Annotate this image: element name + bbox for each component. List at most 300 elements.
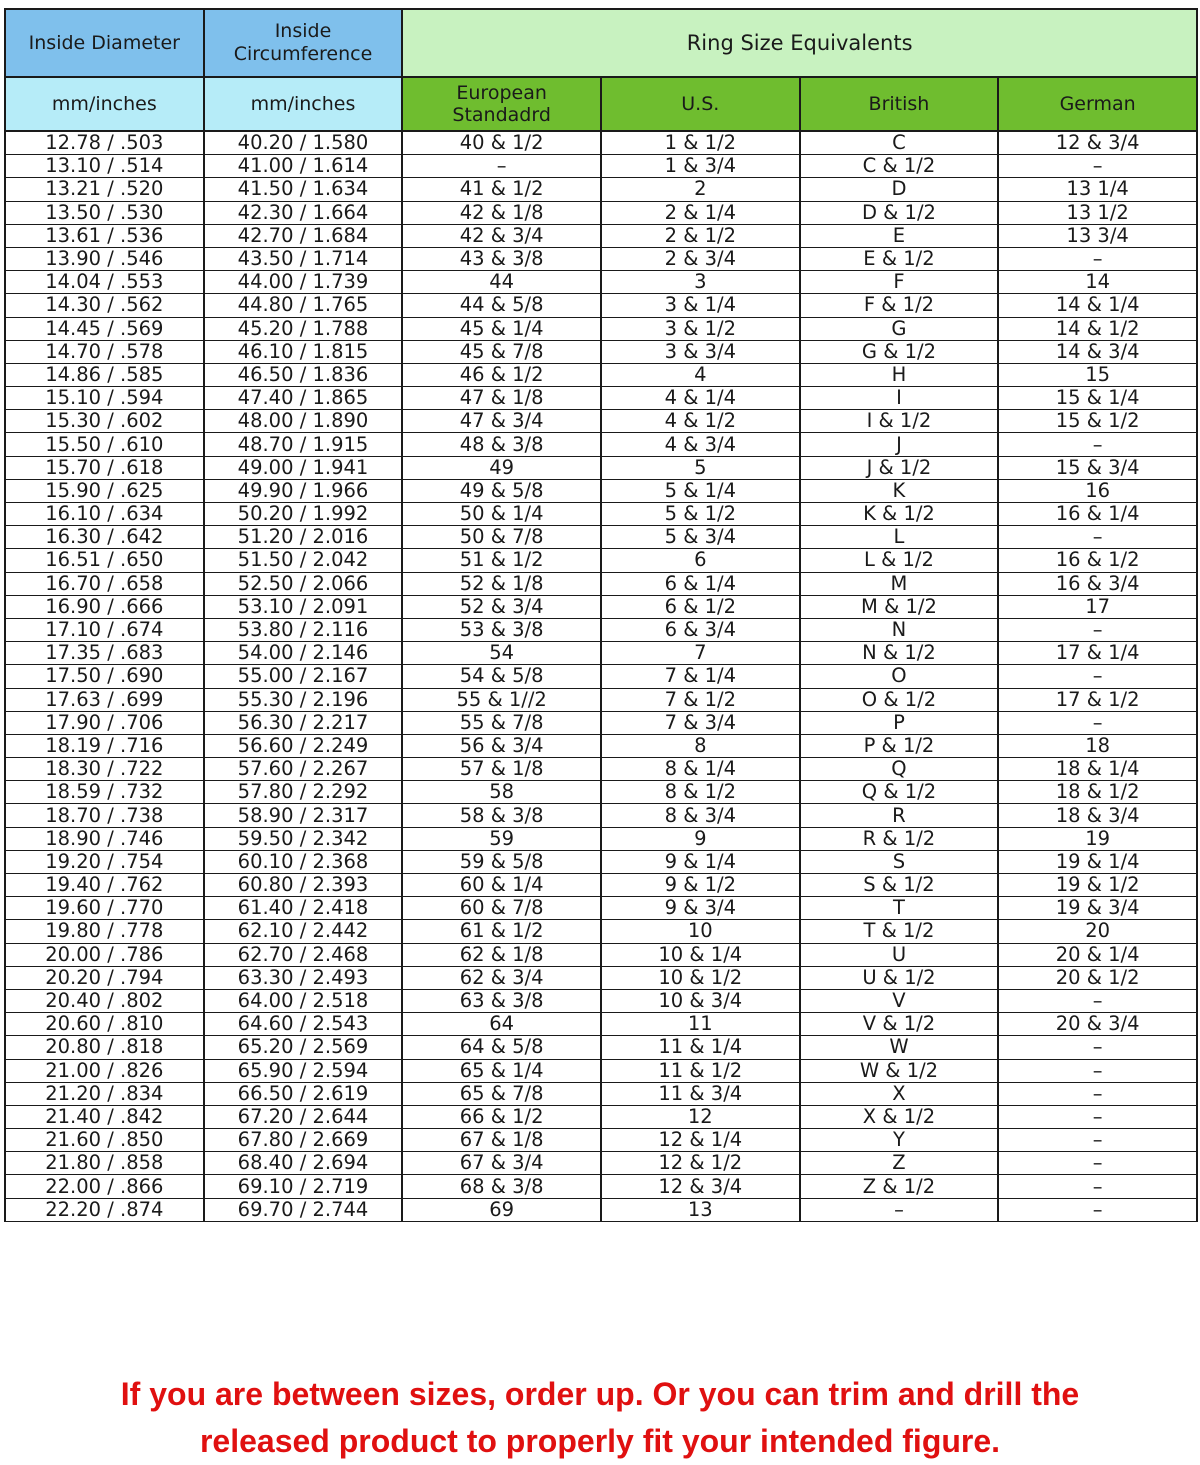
diameter-cell: 16.10 / .634 <box>5 503 204 526</box>
subheader-european <box>402 77 601 131</box>
sizing-note-line-2: released product to properly fit your intended figure. <box>199 1423 1001 1459</box>
table-row <box>5 433 1197 456</box>
british-size-cell: T & 1/2 <box>800 920 999 943</box>
circumference-cell: 52.50 / 2.066 <box>204 572 403 595</box>
german-size-cell: 19 & 1/4 <box>998 850 1197 873</box>
british-size-cell: G & 1/2 <box>800 340 999 363</box>
german-size-cell: 18 & 3/4 <box>998 804 1197 827</box>
subheader-us: U.S. <box>601 77 800 131</box>
european-size-cell: 42 & 3/4 <box>402 224 601 247</box>
table-row <box>5 920 1197 943</box>
german-size-cell: 20 <box>998 920 1197 943</box>
german-size-cell: – <box>998 155 1197 178</box>
circumference-cell: 55.00 / 2.167 <box>204 665 403 688</box>
british-size-cell: V <box>800 989 999 1012</box>
circumference-cell: 64.60 / 2.543 <box>204 1013 403 1036</box>
european-size-cell: 47 & 3/4 <box>402 410 601 433</box>
european-size-cell: 55 & 7/8 <box>402 711 601 734</box>
diameter-cell: 21.60 / .850 <box>5 1129 204 1152</box>
us-size-cell: 9 & 1/4 <box>601 850 800 873</box>
european-size-cell: 50 & 7/8 <box>402 526 601 549</box>
circumference-cell: 68.40 / 2.694 <box>204 1152 403 1175</box>
circumference-cell: 58.90 / 2.317 <box>204 804 403 827</box>
european-size-cell: 54 & 5/8 <box>402 665 601 688</box>
german-size-cell: 14 & 1/4 <box>998 294 1197 317</box>
circumference-cell: 57.60 / 2.267 <box>204 758 403 781</box>
table-row <box>5 1152 1197 1175</box>
german-size-cell: – <box>998 526 1197 549</box>
british-size-cell: O & 1/2 <box>800 688 999 711</box>
british-size-cell: E & 1/2 <box>800 247 999 270</box>
us-size-cell: 6 & 1/2 <box>601 595 800 618</box>
european-size-cell: 58 & 3/8 <box>402 804 601 827</box>
table-row <box>5 363 1197 386</box>
us-size-cell: 6 & 3/4 <box>601 618 800 641</box>
german-size-cell: 16 & 1/2 <box>998 549 1197 572</box>
header-inside-diameter: Inside Diameter <box>5 9 204 77</box>
table-row <box>5 734 1197 757</box>
german-size-cell: 13 3/4 <box>998 224 1197 247</box>
german-size-cell: 17 & 1/2 <box>998 688 1197 711</box>
british-size-cell: M & 1/2 <box>800 595 999 618</box>
german-size-cell: – <box>998 711 1197 734</box>
table-row <box>5 1082 1197 1105</box>
table-row <box>5 526 1197 549</box>
european-size-cell: 50 & 1/4 <box>402 503 601 526</box>
table-row <box>5 1105 1197 1128</box>
diameter-cell: 15.10 / .594 <box>5 387 204 410</box>
german-size-cell: 17 <box>998 595 1197 618</box>
subheader-diameter-units: mm/inches <box>5 77 204 131</box>
british-size-cell: L & 1/2 <box>800 549 999 572</box>
table-row <box>5 943 1197 966</box>
us-size-cell: 12 <box>601 1105 800 1128</box>
diameter-cell: 20.80 / .818 <box>5 1036 204 1059</box>
us-size-cell: 6 <box>601 549 800 572</box>
circumference-cell: 59.50 / 2.342 <box>204 827 403 850</box>
us-size-cell: 7 <box>601 642 800 665</box>
diameter-cell: 19.40 / .762 <box>5 874 204 897</box>
circumference-cell: 48.00 / 1.890 <box>204 410 403 433</box>
circumference-cell: 49.90 / 1.966 <box>204 479 403 502</box>
german-size-cell: 19 <box>998 827 1197 850</box>
us-size-cell: 9 <box>601 827 800 850</box>
european-size-cell: 55 & 1//2 <box>402 688 601 711</box>
circumference-cell: 44.00 / 1.739 <box>204 271 403 294</box>
us-size-cell: 3 & 1/2 <box>601 317 800 340</box>
british-size-cell: K & 1/2 <box>800 503 999 526</box>
header-inside-circumference-line2: Circumference <box>233 43 373 65</box>
us-size-cell: 2 & 3/4 <box>601 247 800 270</box>
us-size-cell: 4 & 3/4 <box>601 433 800 456</box>
european-size-cell: 54 <box>402 642 601 665</box>
european-size-cell: 62 & 1/8 <box>402 943 601 966</box>
us-size-cell: 4 <box>601 363 800 386</box>
german-size-cell: 16 & 3/4 <box>998 572 1197 595</box>
european-size-cell: 40 & 1/2 <box>402 131 601 155</box>
circumference-cell: 51.20 / 2.016 <box>204 526 403 549</box>
table-row <box>5 781 1197 804</box>
german-size-cell: – <box>998 618 1197 641</box>
british-size-cell: N & 1/2 <box>800 642 999 665</box>
european-size-cell: 65 & 7/8 <box>402 1082 601 1105</box>
british-size-cell: V & 1/2 <box>800 1013 999 1036</box>
us-size-cell: 12 & 3/4 <box>601 1175 800 1198</box>
table-row <box>5 804 1197 827</box>
british-size-cell: E <box>800 224 999 247</box>
table-row <box>5 155 1197 178</box>
diameter-cell: 12.78 / .503 <box>5 131 204 155</box>
european-size-cell: 64 & 5/8 <box>402 1036 601 1059</box>
us-size-cell: 5 <box>601 456 800 479</box>
european-size-cell: 62 & 3/4 <box>402 966 601 989</box>
british-size-cell: Q & 1/2 <box>800 781 999 804</box>
us-size-cell: 4 & 1/4 <box>601 387 800 410</box>
diameter-cell: 15.50 / .610 <box>5 433 204 456</box>
table-row <box>5 827 1197 850</box>
circumference-cell: 56.30 / 2.217 <box>204 711 403 734</box>
german-size-cell: 14 <box>998 271 1197 294</box>
circumference-cell: 42.70 / 1.684 <box>204 224 403 247</box>
german-size-cell: 15 & 1/2 <box>998 410 1197 433</box>
table-row <box>5 665 1197 688</box>
us-size-cell: 10 & 1/4 <box>601 943 800 966</box>
table-row <box>5 247 1197 270</box>
diameter-cell: 14.86 / .585 <box>5 363 204 386</box>
german-size-cell: 13 1/4 <box>998 178 1197 201</box>
diameter-cell: 18.70 / .738 <box>5 804 204 827</box>
diameter-cell: 17.35 / .683 <box>5 642 204 665</box>
circumference-cell: 61.40 / 2.418 <box>204 897 403 920</box>
german-size-cell: 20 & 3/4 <box>998 1013 1197 1036</box>
circumference-cell: 53.10 / 2.091 <box>204 595 403 618</box>
table-row <box>5 340 1197 363</box>
british-size-cell: Y <box>800 1129 999 1152</box>
german-size-cell: 16 & 1/4 <box>998 503 1197 526</box>
us-size-cell: 1 & 3/4 <box>601 155 800 178</box>
european-size-cell: 45 & 7/8 <box>402 340 601 363</box>
european-size-cell: 63 & 3/8 <box>402 989 601 1012</box>
table-row <box>5 224 1197 247</box>
circumference-cell: 43.50 / 1.714 <box>204 247 403 270</box>
table-row <box>5 1013 1197 1036</box>
circumference-cell: 41.00 / 1.614 <box>204 155 403 178</box>
table-row <box>5 642 1197 665</box>
us-size-cell: 13 <box>601 1198 800 1221</box>
german-size-cell: 18 & 1/4 <box>998 758 1197 781</box>
european-size-cell: 67 & 1/8 <box>402 1129 601 1152</box>
british-size-cell: M <box>800 572 999 595</box>
circumference-cell: 65.20 / 2.569 <box>204 1036 403 1059</box>
diameter-cell: 18.90 / .746 <box>5 827 204 850</box>
us-size-cell: 3 & 1/4 <box>601 294 800 317</box>
circumference-cell: 51.50 / 2.042 <box>204 549 403 572</box>
us-size-cell: 8 <box>601 734 800 757</box>
circumference-cell: 56.60 / 2.249 <box>204 734 403 757</box>
british-size-cell: P & 1/2 <box>800 734 999 757</box>
table-row <box>5 711 1197 734</box>
german-size-cell: 19 & 1/2 <box>998 874 1197 897</box>
european-size-cell: 60 & 7/8 <box>402 897 601 920</box>
german-size-cell: 14 & 1/2 <box>998 317 1197 340</box>
circumference-cell: 65.90 / 2.594 <box>204 1059 403 1082</box>
circumference-cell: 64.00 / 2.518 <box>204 989 403 1012</box>
subheader-british: British <box>800 77 999 131</box>
table-header <box>5 9 1197 131</box>
us-size-cell: 12 & 1/2 <box>601 1152 800 1175</box>
table-row <box>5 572 1197 595</box>
circumference-cell: 48.70 / 1.915 <box>204 433 403 456</box>
german-size-cell: – <box>998 1036 1197 1059</box>
us-size-cell: 3 & 3/4 <box>601 340 800 363</box>
european-size-cell: 43 & 3/8 <box>402 247 601 270</box>
us-size-cell: 7 & 1/4 <box>601 665 800 688</box>
diameter-cell: 16.30 / .642 <box>5 526 204 549</box>
german-size-cell: 12 & 3/4 <box>998 131 1197 155</box>
us-size-cell: 11 & 3/4 <box>601 1082 800 1105</box>
diameter-cell: 17.90 / .706 <box>5 711 204 734</box>
british-size-cell: W <box>800 1036 999 1059</box>
european-size-cell: 64 <box>402 1013 601 1036</box>
european-size-cell: 60 & 1/4 <box>402 874 601 897</box>
british-size-cell: L <box>800 526 999 549</box>
circumference-cell: 60.80 / 2.393 <box>204 874 403 897</box>
circumference-cell: 55.30 / 2.196 <box>204 688 403 711</box>
european-size-cell: 68 & 3/8 <box>402 1175 601 1198</box>
european-size-cell: 44 & 5/8 <box>402 294 601 317</box>
diameter-cell: 15.90 / .625 <box>5 479 204 502</box>
circumference-cell: 69.10 / 2.719 <box>204 1175 403 1198</box>
european-size-cell: 66 & 1/2 <box>402 1105 601 1128</box>
header-inside-circumference-line1: Inside <box>274 20 332 42</box>
header-inside-circumference <box>204 9 403 77</box>
us-size-cell: 5 & 1/2 <box>601 503 800 526</box>
circumference-cell: 49.00 / 1.941 <box>204 456 403 479</box>
table-row <box>5 758 1197 781</box>
british-size-cell: N <box>800 618 999 641</box>
british-size-cell: X & 1/2 <box>800 1105 999 1128</box>
european-size-cell: 56 & 3/4 <box>402 734 601 757</box>
diameter-cell: 21.20 / .834 <box>5 1082 204 1105</box>
british-size-cell: J <box>800 433 999 456</box>
european-size-cell: 69 <box>402 1198 601 1221</box>
german-size-cell: – <box>998 1129 1197 1152</box>
european-size-cell: 58 <box>402 781 601 804</box>
european-size-cell: 41 & 1/2 <box>402 178 601 201</box>
table-row <box>5 850 1197 873</box>
diameter-cell: 17.63 / .699 <box>5 688 204 711</box>
circumference-cell: 46.10 / 1.815 <box>204 340 403 363</box>
us-size-cell: 2 <box>601 178 800 201</box>
british-size-cell: U <box>800 943 999 966</box>
german-size-cell: – <box>998 1175 1197 1198</box>
german-size-cell: 19 & 3/4 <box>998 897 1197 920</box>
british-size-cell: I <box>800 387 999 410</box>
european-size-cell: 45 & 1/4 <box>402 317 601 340</box>
us-size-cell: 10 <box>601 920 800 943</box>
table-row <box>5 549 1197 572</box>
german-size-cell: 13 1/2 <box>998 201 1197 224</box>
diameter-cell: 20.20 / .794 <box>5 966 204 989</box>
german-size-cell: 20 & 1/4 <box>998 943 1197 966</box>
circumference-cell: 67.20 / 2.644 <box>204 1105 403 1128</box>
british-size-cell: C & 1/2 <box>800 155 999 178</box>
german-size-cell: – <box>998 433 1197 456</box>
us-size-cell: 5 & 1/4 <box>601 479 800 502</box>
diameter-cell: 19.80 / .778 <box>5 920 204 943</box>
table-row <box>5 503 1197 526</box>
subheader-german: German <box>998 77 1197 131</box>
table-row <box>5 966 1197 989</box>
table-row <box>5 294 1197 317</box>
diameter-cell: 19.60 / .770 <box>5 897 204 920</box>
table-row <box>5 317 1197 340</box>
european-size-cell: 53 & 3/8 <box>402 618 601 641</box>
european-size-cell: 67 & 3/4 <box>402 1152 601 1175</box>
british-size-cell: S & 1/2 <box>800 874 999 897</box>
us-size-cell: 5 & 3/4 <box>601 526 800 549</box>
diameter-cell: 13.10 / .514 <box>5 155 204 178</box>
diameter-cell: 17.50 / .690 <box>5 665 204 688</box>
diameter-cell: 13.50 / .530 <box>5 201 204 224</box>
circumference-cell: 67.80 / 2.669 <box>204 1129 403 1152</box>
us-size-cell: 12 & 1/4 <box>601 1129 800 1152</box>
us-size-cell: 3 <box>601 271 800 294</box>
european-size-cell: 59 <box>402 827 601 850</box>
british-size-cell: T <box>800 897 999 920</box>
diameter-cell: 13.21 / .520 <box>5 178 204 201</box>
diameter-cell: 14.30 / .562 <box>5 294 204 317</box>
british-size-cell: Z & 1/2 <box>800 1175 999 1198</box>
british-size-cell: F & 1/2 <box>800 294 999 317</box>
european-size-cell: 65 & 1/4 <box>402 1059 601 1082</box>
us-size-cell: 7 & 1/2 <box>601 688 800 711</box>
diameter-cell: 19.20 / .754 <box>5 850 204 873</box>
diameter-cell: 21.00 / .826 <box>5 1059 204 1082</box>
british-size-cell: O <box>800 665 999 688</box>
table-row <box>5 897 1197 920</box>
british-size-cell: – <box>800 1198 999 1221</box>
european-size-cell: 44 <box>402 271 601 294</box>
diameter-cell: 21.80 / .858 <box>5 1152 204 1175</box>
us-size-cell: 10 & 1/2 <box>601 966 800 989</box>
british-size-cell: G <box>800 317 999 340</box>
table-row <box>5 131 1197 155</box>
diameter-cell: 22.20 / .874 <box>5 1198 204 1221</box>
diameter-cell: 20.60 / .810 <box>5 1013 204 1036</box>
diameter-cell: 16.70 / .658 <box>5 572 204 595</box>
german-size-cell: 18 & 1/2 <box>998 781 1197 804</box>
circumference-cell: 62.70 / 2.468 <box>204 943 403 966</box>
table-row <box>5 989 1197 1012</box>
us-size-cell: 6 & 1/4 <box>601 572 800 595</box>
diameter-cell: 15.70 / .618 <box>5 456 204 479</box>
table-row <box>5 201 1197 224</box>
subheader-european-line2: Standadrd <box>452 104 551 126</box>
german-size-cell: – <box>998 247 1197 270</box>
european-size-cell: 52 & 1/8 <box>402 572 601 595</box>
european-size-cell: 49 <box>402 456 601 479</box>
german-size-cell: – <box>998 1059 1197 1082</box>
diameter-cell: 14.70 / .578 <box>5 340 204 363</box>
circumference-cell: 42.30 / 1.664 <box>204 201 403 224</box>
sizing-note-line-1: If you are between sizes, order up. Or you can trim and drill the <box>120 1376 1080 1412</box>
british-size-cell: Q <box>800 758 999 781</box>
circumference-cell: 44.80 / 1.765 <box>204 294 403 317</box>
british-size-cell: C <box>800 131 999 155</box>
european-size-cell: – <box>402 155 601 178</box>
diameter-cell: 20.40 / .802 <box>5 989 204 1012</box>
diameter-cell: 18.59 / .732 <box>5 781 204 804</box>
circumference-cell: 66.50 / 2.619 <box>204 1082 403 1105</box>
german-size-cell: 15 & 3/4 <box>998 456 1197 479</box>
german-size-cell: 16 <box>998 479 1197 502</box>
german-size-cell: – <box>998 1198 1197 1221</box>
diameter-cell: 14.04 / .553 <box>5 271 204 294</box>
german-size-cell: – <box>998 1105 1197 1128</box>
us-size-cell: 10 & 3/4 <box>601 989 800 1012</box>
table-row <box>5 595 1197 618</box>
table-row <box>5 456 1197 479</box>
british-size-cell: J & 1/2 <box>800 456 999 479</box>
diameter-cell: 20.00 / .786 <box>5 943 204 966</box>
european-size-cell: 51 & 1/2 <box>402 549 601 572</box>
british-size-cell: D & 1/2 <box>800 201 999 224</box>
german-size-cell: 14 & 3/4 <box>998 340 1197 363</box>
us-size-cell: 2 & 1/2 <box>601 224 800 247</box>
circumference-cell: 60.10 / 2.368 <box>204 850 403 873</box>
diameter-cell: 16.51 / .650 <box>5 549 204 572</box>
british-size-cell: R <box>800 804 999 827</box>
us-size-cell: 7 & 3/4 <box>601 711 800 734</box>
table-row <box>5 271 1197 294</box>
european-size-cell: 57 & 1/8 <box>402 758 601 781</box>
header-ring-size-equivalents: Ring Size Equivalents <box>402 9 1197 77</box>
us-size-cell: 11 & 1/4 <box>601 1036 800 1059</box>
diameter-cell: 18.19 / .716 <box>5 734 204 757</box>
european-size-cell: 46 & 1/2 <box>402 363 601 386</box>
european-size-cell: 52 & 3/4 <box>402 595 601 618</box>
german-size-cell: – <box>998 1082 1197 1105</box>
circumference-cell: 53.80 / 2.116 <box>204 618 403 641</box>
table-row <box>5 874 1197 897</box>
circumference-cell: 41.50 / 1.634 <box>204 178 403 201</box>
us-size-cell: 11 <box>601 1013 800 1036</box>
table-row <box>5 178 1197 201</box>
circumference-cell: 54.00 / 2.146 <box>204 642 403 665</box>
british-size-cell: P <box>800 711 999 734</box>
table-row <box>5 1059 1197 1082</box>
european-size-cell: 42 & 1/8 <box>402 201 601 224</box>
circumference-cell: 40.20 / 1.580 <box>204 131 403 155</box>
german-size-cell: 18 <box>998 734 1197 757</box>
diameter-cell: 17.10 / .674 <box>5 618 204 641</box>
british-size-cell: K <box>800 479 999 502</box>
german-size-cell: – <box>998 989 1197 1012</box>
table-row <box>5 410 1197 433</box>
circumference-cell: 45.20 / 1.788 <box>204 317 403 340</box>
european-size-cell: 47 & 1/8 <box>402 387 601 410</box>
british-size-cell: U & 1/2 <box>800 966 999 989</box>
british-size-cell: W & 1/2 <box>800 1059 999 1082</box>
us-size-cell: 1 & 1/2 <box>601 131 800 155</box>
table-row <box>5 1036 1197 1059</box>
german-size-cell: 20 & 1/2 <box>998 966 1197 989</box>
diameter-cell: 14.45 / .569 <box>5 317 204 340</box>
british-size-cell: X <box>800 1082 999 1105</box>
circumference-cell: 69.70 / 2.744 <box>204 1198 403 1221</box>
circumference-cell: 50.20 / 1.992 <box>204 503 403 526</box>
